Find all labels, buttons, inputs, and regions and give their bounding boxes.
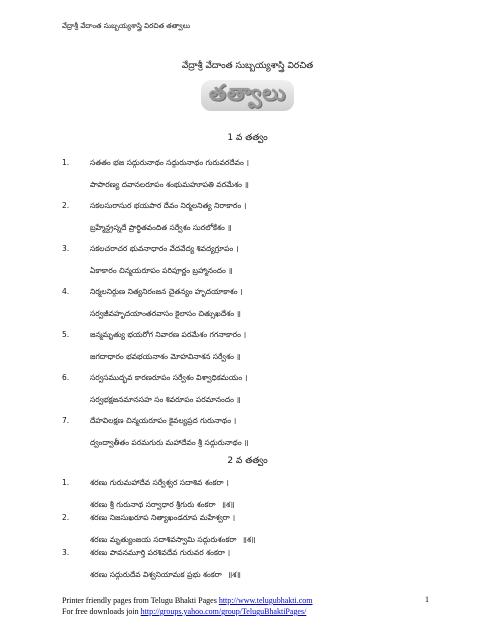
verse-line-2-text: ఏకాకారం చిన్మయరూపం పరిపూర్ణం బ్రహ్మానందం ॥ — [90, 266, 233, 275]
verse-end-mark: ॥శ॥ — [221, 500, 235, 509]
verse-number: 3. — [62, 548, 70, 557]
footer-line-1 — [62, 595, 313, 606]
verse-end-mark: ॥శ॥ — [227, 570, 241, 579]
verse-line-2 — [90, 223, 232, 234]
verse-line-2-text: ద్వంద్వాతీతం పరమగురు మహాదేవం శ్రీ సద్గురునాథం ॥ — [90, 438, 249, 447]
verse-line-2 — [90, 180, 249, 191]
verse-line-2-text: పాపారణ్య దవానలరూపం శంభుమహూపతి వరమేశం ॥ — [90, 180, 249, 189]
verse-end-mark: ॥శ॥ — [242, 535, 256, 544]
verse-number: 6. — [62, 373, 70, 382]
verse-line-2-text: బ్రహ్మేన్ద్రస్నదే ప్రార్థితవందిత సర్వేశం సురలోకేశం ॥ — [90, 223, 232, 232]
verse-line-2-text: సర్వజీవహృదయాంతరవాసం కైలాసం చిత్సుఖదేశం ॥ — [90, 309, 241, 318]
verse-line-1: నిర్మలనిర్గుణ నిత్యనిరంజన చైతన్యం హృదయాకాశం । — [90, 287, 243, 296]
verse-line-2-text: శరణు శ్రీ గురునాథ సర్వాధార శ్రీగురు శంకరా — [90, 500, 216, 509]
verse-line-2-text: శరణు సద్గురుదేవ విశ్వనియామక ప్రభు శంకరా — [90, 570, 222, 579]
page-header: వేద్రాశ్రీ వేదాంత సుబ్బయ్యశాస్త్రి విరచిత తత్వాలు — [62, 22, 190, 30]
verse-line-2 — [90, 535, 256, 546]
verse-line-2 — [90, 309, 241, 320]
verse-line-2 — [90, 266, 233, 277]
verse-line-1: శరణు నిజసుఖరూప నిత్యాఖండరూప మహేశ్వరా । — [90, 513, 236, 522]
verse-line-2 — [90, 352, 241, 363]
verse-number: 4. — [62, 287, 70, 296]
verse-number: 2. — [62, 513, 70, 522]
verse-line-2-text: సర్వభక్షజనమానసహ సం శివరూపం పరమానందం ॥ — [90, 395, 241, 404]
verse-number: 2. — [62, 201, 70, 210]
verse-line-2 — [90, 438, 249, 449]
verse-line-1: జన్మమృత్యు భయరోగ నివారణ పరమేశం గగనాకారం । — [90, 330, 247, 339]
footer-text-1: Printer friendly pages from Telugu Bhakti Pages — [62, 596, 219, 605]
verse-number: 3. — [62, 244, 70, 253]
verse-line-2 — [90, 500, 235, 511]
footer — [62, 595, 313, 617]
verse-number: 1. — [62, 158, 70, 167]
verse-line-1: సతతం భజ సద్గురునాథం సద్గురునాథం గురువరదేవం । — [90, 158, 250, 167]
verse-number: 1. — [62, 478, 70, 487]
verse-line-1: శరణు పావనమూర్తి పరశివదేవ గురువర శంకరా । — [90, 548, 231, 557]
verse-line-1: సర్వసముద్భవ కారణరూపం సర్వేశం విశ్వాధికమయం । — [90, 373, 248, 382]
verse-number: 5. — [62, 330, 70, 339]
footer-text-2: For free downloads join — [62, 607, 141, 616]
footer-line-2 — [62, 606, 313, 617]
verse-line-1: శరణు గురుమహాదేవ సర్వేశ్వర సదాశివ శంకరా । — [90, 478, 229, 487]
verse-line-2-text: జగదాధారం భవభయనాశం మోహవినాశన సర్వేశం ॥ — [90, 352, 241, 361]
verse-line-1: సకలసురాసుర భయపార దేవం నిర్మలనిత్య నిరాకారం । — [90, 201, 247, 210]
telugubhakti-link[interactable]: http://www.telugubhakti.com — [218, 596, 313, 605]
verse-line-2-text: శరణు మృత్యుంజయ సదాశివస్వామి సద్గురుశంకరా — [90, 535, 237, 544]
verse-line-1: దేహవిలక్షణ చిన్మయరూపం కైవల్యప్రద గురునాథం । — [90, 416, 237, 425]
verse-line-2 — [90, 570, 241, 581]
section-1-title: 1 వ తత్వం — [227, 133, 268, 143]
logo-text: తత్వాలు — [201, 80, 294, 111]
yahoo-group-link[interactable]: http://groups.yahoo.com/group/TeluguBhaktiPages/ — [140, 607, 307, 616]
tatvalu-logo — [0, 80, 495, 111]
verse-line-1: సకలచరాచర భువనాధారం వేదవేద్య శివద్యగ్రూపం । — [90, 244, 239, 253]
section-2-title: 2 వ తత్వం — [227, 456, 268, 466]
verse-number: 7. — [62, 416, 70, 425]
page-number: 1 — [425, 595, 429, 604]
verse-line-2 — [90, 395, 241, 406]
page-title: వేద్రాశ్రీ వేదాంత సుబ్బయ్యశాస్త్రి విరచిత — [181, 61, 314, 71]
